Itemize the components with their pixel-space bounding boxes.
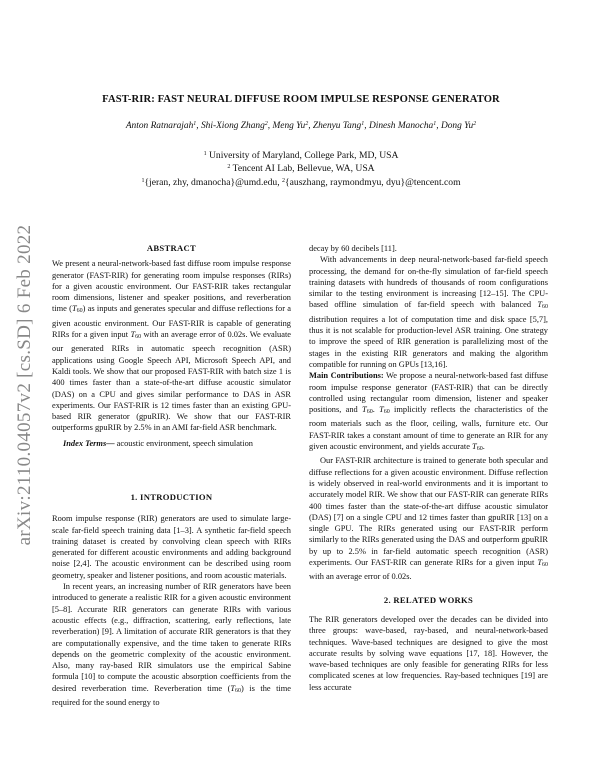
- introduction-section: [52, 492, 291, 708]
- related-works-heading: 2. RELATED WORKS: [383, 594, 474, 605]
- abstract-text: We present a neural-network-based fast diffuse room impulse response generator (FAST-RIR) for generating room impulse responses (RIRs) for a given acoustic environment. Our FAST-RIR takes rectangular room dimensions, listener and speaker positions, and reverberation time (T60) as inputs and generates specular and diffuse reflections for a given acoustic environment. Our FAST-RIR is capable of generating RIRs for a given input T60 with an average error of 0.02s. We evaluate our generated RIRs in automatic speech recognition (ASR) applications using Google Speech API, Microsoft Speech API, and Kaldi tools. We show that our proposed FAST-RIR with batch size 1 is 400 times faster than a state-of-the-art diffuse acoustic simulator (DAS) on a CPU and gives similar performance to DAS in ASR experiments. Our FAST-RIR is 12 times faster than an existing GPU-based RIR generator (gpuRIR). We show that our FAST-RIR outperforms gpuRIR by 2.5% in an AMI far-field ASR benchmark.: [52, 259, 292, 433]
- right-paragraph-1: With advancements in deep neural-network-based far-field speech processing, the demand for on-the-fly simulation of far-field speech training datasets with hundreds of thousands of room configurations similar to the testing environment is increasing [12–15]. The CPU-based offline simulation of far-field speech with balanced T60 distribution requires a lot of computation time and disk space [5,7], thus it is not scalable for production-level ASR training. One strategy to improve the speed of RIR generation is parallelizing most of the stages in the existing RIR generators and making the algorithm compatible for running on GPUs [13,16].: [309, 255, 548, 369]
- right-column-body: [309, 243, 548, 693]
- arxiv-sidebar: [2, 190, 48, 580]
- abstract-heading: ABSTRACT: [146, 243, 197, 253]
- author-list: Anton Ratnarajah$^1$, Shi-Xiong Zhang$^2$, Meng Yu$^2$, Zhenyu Tang$^1$, Dinesh Manocha$^1$, Dong Yu$^2$: [125, 121, 477, 131]
- abstract-section: [52, 243, 291, 449]
- right-paragraph-0: decay by 60 decibels [11].: [309, 244, 397, 253]
- index-terms: Index Terms— acoustic environment, speech simulation: [63, 438, 253, 448]
- author: Anton Ratnarajah: [125, 121, 194, 131]
- main-contributions: Main Contributions: We propose a neural-network-based fast diffuse room impulse response generator (FAST-RIR) that can be directly controlled using rectangular room dimension, listener and speaker positions, and T60. T60 implicitly reflects the characteristics of the room materials such as the floor, ceiling, walls, furniture etc. Our FAST-RIR takes a constant amount of time to generate an RIR for any given acoustic environment, and yields accurate T60.: [309, 371, 549, 453]
- right-paragraph-3: Our FAST-RIR architecture is trained to generate both specular and diffuse reflections for a given acoustic environment. Diffuse reflection is widely observed in real-world environments and it is important to accurately model RIR. We show that our FAST-RIR can generate RIRs 400 times faster than the state-of-the-art diffuse acoustic simulator (DAS) [7] on a single CPU and 12 times faster than gpuRIR [13] on a single GPU. The RIRs generated using our FAST-RIR perform similarly to the RIRs generated using the DAS and outperform gpuRIR by up to 2.5% in far-field automatic speech recognition (ASR) experiments. Our FAST-RIR can generate RIRs for a given input T60 with an average error of 0.02s.: [309, 456, 548, 582]
- affiliation: $^1$ University of Maryland, College Park, MD, USA: [203, 150, 399, 161]
- author: Meng Yu: [272, 121, 306, 131]
- affiliation: $^2$ Tencent AI Lab, Bellevue, WA, USA: [227, 163, 375, 174]
- author: Dinesh Manocha: [368, 121, 434, 131]
- author: Dong Yu: [440, 121, 474, 131]
- related-works-paragraph: The RIR generators developed over the decades can be divided into three groups: wave-based, ray-based, and neural-network-based techniques. Wave-based techniques are designed to give the most accurate results by solving wave equations [17, 18]. However, the wave-based techniques are only feasible for generating RIRs for less complicated scenes at low frequencies. Ray-based techniques [19] are less accurate: [309, 614, 548, 692]
- arxiv-identifier: arXiv:2110.04057v2 [cs.SD] 6 Feb 2022: [14, 224, 35, 546]
- author: Zhenyu Tang: [312, 121, 362, 131]
- author-emails: $^1${jeran, zhy, dmanocha}@umd.edu, $^2${auszhang, raymondmyu, dyu}@tencent.com: [141, 177, 461, 188]
- intro-paragraph-2: In recent years, an increasing number of RIR generators have been introduced to generate a realistic RIR for a given acoustic environment [5–8]. Accurate RIR generators can generate RIRs with various acoustic effects (e.g., diffraction, scattering, early reflections, late reverberation) [9]. A limitation of accurate RIR generators is that they are computationally expensive, and the time taken to generate RIRs depends on the geometric complexity of the acoustic environment. Also, many ray-based RIR simulators use the empirical Sabine formula [10] to compute the acoustic absorption coefficients from the desired reverberation time. Reverberation time (T60) is the time required for the sound energy to: [52, 582, 291, 708]
- paper-title: FAST-RIR: FAST NEURAL DIFFUSE ROOM IMPULSE RESPONSE GENERATOR: [102, 94, 500, 105]
- introduction-heading: 1. INTRODUCTION: [130, 492, 213, 502]
- intro-paragraph-1: Room impulse response (RIR) generators are used to simulate large-scale far-field speech training data [1–3]. A synthetic far-field speech training dataset is created by convolving clean speech with RIRs generated for different acoustic environments and adding background noise [2,4]. The acoustic environment can be described using room geometry, speaker and listener positions, and room acoustic materials.: [52, 514, 291, 580]
- author: Shi-Xiong Zhang: [200, 121, 265, 131]
